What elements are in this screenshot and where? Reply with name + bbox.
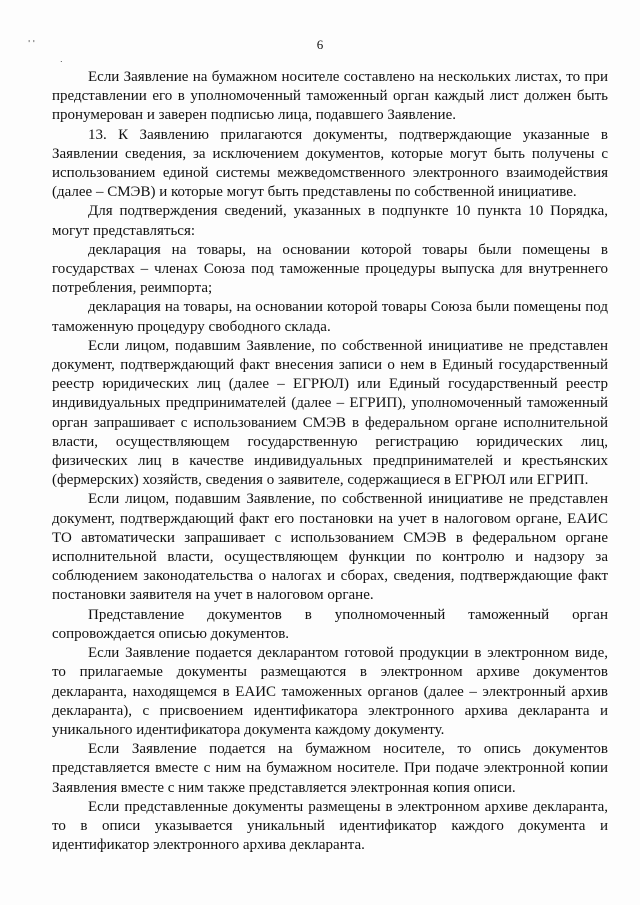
paragraph: Если лицом, подавшим Заявление, по собственной инициативе не представлен документ, подтверждающий факт его постановки на учет в налоговом органе, ЕАИС ТО автоматически запрашивает с использованием СМЭВ в федеральном органе исполнительной власти, осуществляющем функции по контролю и надзору за соблюдением законодательства о налогах и сборах, сведения, подтверждающие факт постановки заявителя на учет в налоговом органе.: [52, 491, 608, 604]
paragraph: Если Заявление подается на бумажном носителе, то опись документов представляется вместе с ним на бумажном носителе. При подаче электронной копии Заявления вместе с ним также представляется электронная копия описи.: [52, 741, 608, 796]
paragraph: Если лицом, подавшим Заявление, по собственной инициативе не представлен документ, подтверждающий факт внесения записи о нем в Единый государственный реестр юридических лиц (далее – ЕГРЮЛ) или Единый государственный реестр индивидуальных предпринимателей (далее – ЕГРИП), уполномоченный таможенный орган запрашивает с использованием СМЭВ в федеральном органе исполнительной власти, осуществляющем государственную регистрацию юридических лиц, физических лиц в качестве индивидуальных предпринимателей и крестьянских (фермерских) хозяйств, сведения о заявителе, содержащиеся в ЕГРЮЛ или ЕГРИП.: [52, 337, 608, 489]
paragraph: Если Заявление на бумажном носителе составлено на нескольких листах, то при представлении его в уполномоченный таможенный орган каждый лист должен быть пронумерован и заверен подписью лица, подавшего Заявление.: [52, 69, 608, 124]
page-number: 6: [316, 37, 324, 52]
svg-text:.: .: [60, 55, 63, 64]
paragraph: Представление документов в уполномоченный таможенный орган сопровождается описью документов.: [52, 606, 608, 642]
paragraph: 13. К Заявлению прилагаются документы, подтверждающие указанные в Заявлении сведения, за исключением документов, которые могут быть получены с использованием единой системы межведомственного электронного взаимодействия (далее – СМЭВ) и которые могут быть представлены по собственной инициативе.: [52, 126, 608, 201]
document-body: [52, 68, 608, 855]
paragraph: Если представленные документы размещены в электронном архиве декларанта, то в описи указывается уникальный идентификатор каждого документа и идентификатор электронного архива декларанта.: [52, 798, 608, 854]
paragraph: декларация на товары, на основании которой товары Союза были помещены под таможенную процедуру свободного склада.: [52, 299, 608, 335]
paragraph: Для подтверждения сведений, указанных в подпункте 10 пункта 10 Порядка, могут представляться:: [52, 203, 608, 239]
paragraph: Если Заявление подается декларантом готовой продукции в электронном виде, то прилагаемые документы размещаются в электронном архиве документов декларанта, находящемся в ЕАИС таможенных органов (далее – электронный архив декларанта), с присвоением идентификатора электронного архива декларанта и уникального идентификатора документа каждому документу.: [52, 645, 608, 738]
svg-text:' ': ' ': [28, 40, 35, 48]
paragraph: декларация на товары, на основании которой товары были помещены в государствах – членах Союза под таможенные процедуры выпуска для внутреннего потребления, реимпорта;: [52, 241, 608, 297]
